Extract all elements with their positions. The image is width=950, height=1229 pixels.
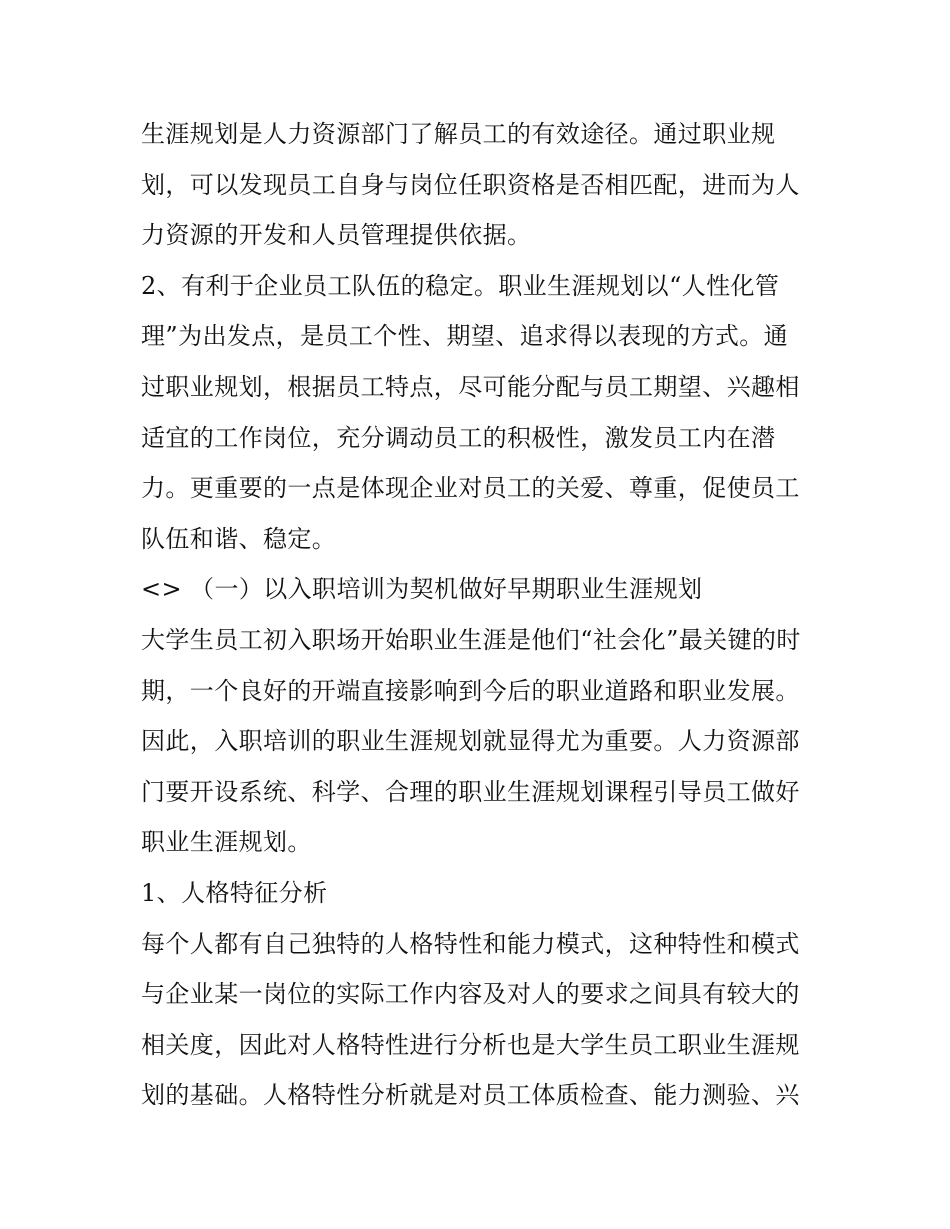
text-line: 划的基础。人格特性分析就是对员工体质检查、能力测验、兴 <box>141 1081 800 1110</box>
text-line: 理”为出发点，是员工个性、期望、追求得以表现的方式。通 <box>141 322 789 351</box>
text-line: 力资源的开发和人员管理提供依据。 <box>141 221 532 250</box>
document-body <box>141 109 821 1121</box>
subsection-heading: 1、人格特征分析 <box>141 878 328 907</box>
text-line: 过职业规划，根据员工特点，尽可能分配与员工期望、兴趣相 <box>141 372 800 401</box>
text-line: 门要开设系统、科学、合理的职业生涯规划课程引导员工做好 <box>141 777 800 806</box>
text-line: 期，一个良好的开端直接影响到今后的职业道路和职业发展。 <box>141 676 800 705</box>
text-line: 队伍和谐、稳定。 <box>141 524 337 553</box>
text-line: 划，可以发现员工自身与岗位任职资格是否相匹配，进而为人 <box>141 170 800 199</box>
text-line: 因此，入职培训的职业生涯规划就显得尤为重要。人力资源部 <box>141 727 800 756</box>
text-line: 每个人都有自己独特的人格特性和能力模式，这种特性和模式 <box>141 929 800 958</box>
section-heading: <> （一）以入职培训为契机做好早期职业生涯规划 <box>141 575 703 604</box>
text-line: 与企业某一岗位的实际工作内容及对人的要求之间具有较大的 <box>141 980 800 1009</box>
text-line: 生涯规划是人力资源部门了解员工的有效途径。通过职业规 <box>141 120 776 148</box>
text-line: 大学生员工初入职场开始职业生涯是他们“社会化”最关键的时 <box>141 625 801 654</box>
text-line: 力。更重要的一点是体现企业对员工的关爱、尊重，促使员工 <box>141 474 800 503</box>
text-line: 2、有利于企业员工队伍的稳定。职业生涯规划以“人性化管 <box>141 271 780 300</box>
text-line: 职业生涯规划。 <box>141 828 312 857</box>
text-line: 适宜的工作岗位，充分调动员工的积极性，激发员工内在潜 <box>141 423 776 452</box>
text-line: 相关度，因此对人格特性进行分析也是大学生员工职业生涯规 <box>141 1030 800 1059</box>
